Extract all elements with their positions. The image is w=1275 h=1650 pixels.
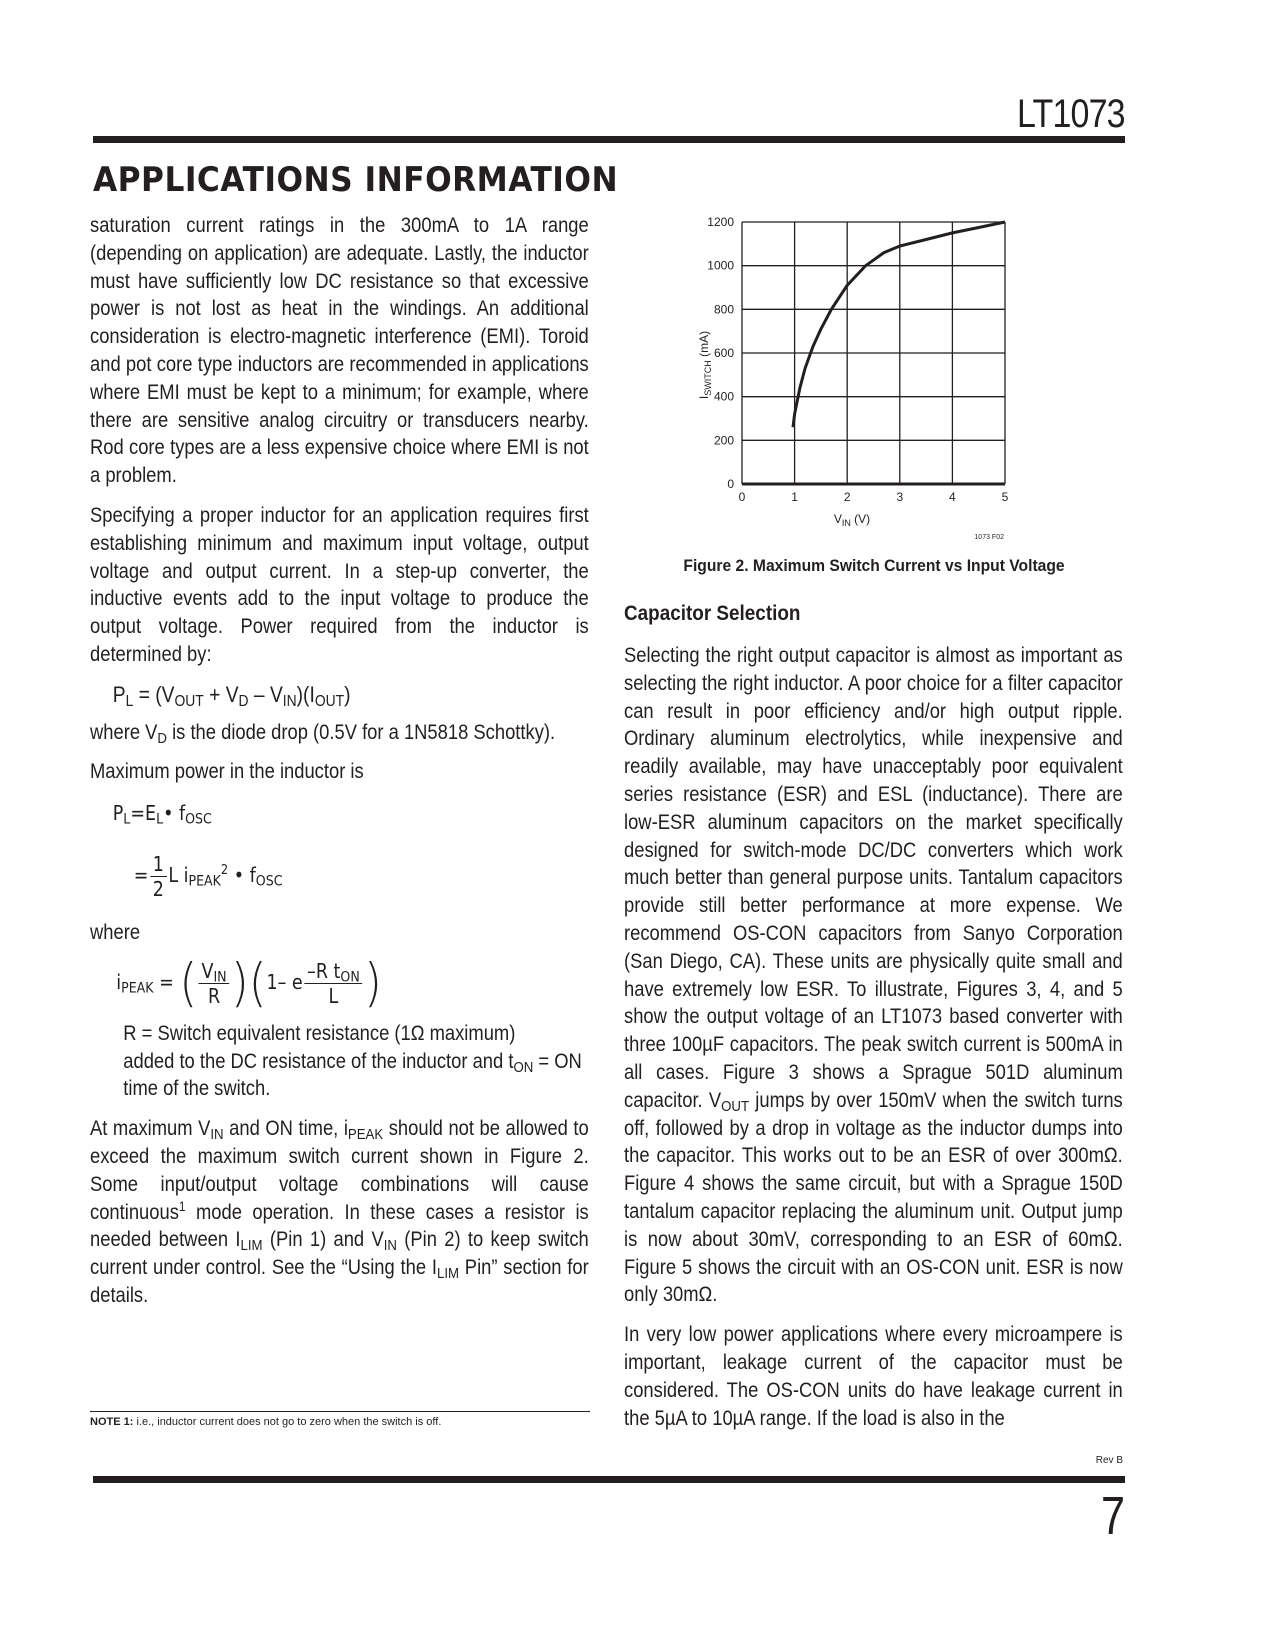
svg-text:1: 1	[791, 490, 798, 504]
svg-text:0: 0	[738, 490, 746, 504]
chart-ticks	[707, 215, 1008, 504]
svg-text:2: 2	[843, 490, 851, 504]
footnote: NOTE 1: i.e., inductor current does not go to zero when the switch is off.	[90, 1416, 442, 1428]
right-column	[624, 642, 1123, 1444]
footer-rule	[93, 1476, 1125, 1483]
svg-text:0: 0	[727, 477, 734, 491]
figure-code: 1073 F02	[974, 534, 1004, 541]
footnote-rule	[90, 1411, 590, 1412]
paragraph: In very low power applications where every microampere is important, leakage current of the capacitor must be considered. The OS-CON units do have leakage current in the 5µA to 10µA range. If the load is also in the	[624, 1323, 1123, 1430]
svg-text:1000: 1000	[707, 258, 734, 273]
page-number: 7	[1100, 1486, 1125, 1546]
header-rule	[93, 136, 1125, 143]
svg-text:3: 3	[896, 490, 904, 504]
svg-text:400: 400	[713, 389, 734, 404]
section-title: APPLICATIONS INFORMATION	[93, 160, 619, 200]
paragraph: Selecting the right output capacitor is almost as important as selecting the right inductor. A poor choice for a filter capacitor can result in poor efficiency and/or high output ripple. Ordinary aluminum electrolytics, while inexpensive and readily available, may have unacceptably poor equivalent series resistance (ESR) and ESL (inductance). There are low-ESR aluminum capacitors on the market specifically designed for switch-mode DC/DC converters which work much better than general purpose units. Tantalum capacitors provide still better performance at more expense. We recommend OS-CON capacitors from Sanyo Corporation (San Diego, CA). These units are physically quite small and have extremely low ESR. To illustrate, Figures 3, 4, and 5 show the output voltage of an LT1073 based converter with three 100µF capacitors. The peak switch current is 500mA in all cases. Figure 3 shows a Sprague 501D aluminum capacitor. $V_{OUT}$ jumps by over 150mV when the switch turns off, followed by a drop in voltage as the inductor dumps into the capacitor. This works out to be an ESR of over 300mΩ. Figure 4 shows the same circuit, but with a Sprague 150D tantalum capacitor replacing the aluminum unit. Output jump is now about 30mV, corresponding to an ESR of 60mΩ. Figure 5 shows the circuit with an OS-CON unit. ESR is now only 30mΩ.	[624, 644, 1123, 1307]
svg-text:200: 200	[713, 433, 734, 448]
paragraph: where $V_D$ is the diode drop (0.5V for a 1N5818 Schottky).	[90, 720, 556, 747]
x-axis-label: $V_{IN}$ (V)	[833, 512, 871, 528]
equation-ipeak: $i_{PEAK}$ = ( $\frac{V_{IN}}{R}$ )(1– e $\frac{-R t_{ON}}{L}$ )	[116, 953, 382, 1014]
revision: Rev B	[1095, 1455, 1123, 1466]
paragraph: At maximum $V_{IN}$ and ON time, $i_{PEAK}$ should not be allowed to exceed the maximum switch current shown in Figure 2. Some input/output voltage combinations will cause continuous$^1$ mode operation. In these cases a resistor is needed between $I_{LIM}$ (Pin 1) and $V_{IN}$ (Pin 2) to keep switch current under control. See the “Using the $I_{LIM}$ Pin” section for details.	[90, 1117, 589, 1307]
svg-text:800: 800	[713, 302, 734, 317]
paragraph: where	[90, 920, 141, 944]
svg-text:1200: 1200	[707, 215, 734, 229]
subhead-capacitor-selection: Capacitor Selection	[624, 602, 801, 625]
definition-r: added to the DC resistance of the inductor and $t_{ON}$ = ON	[123, 1049, 582, 1076]
paragraph: Specifying a proper inductor for an application requires first establishing minimum and maximum input voltage, output voltage and output current. In a step-up converter, the inductive events add to the input voltage to produce the output voltage. Power required from the inductor is determined by:	[90, 503, 589, 666]
equation-power-inductor: $P_L = (V_{OUT} + V_D - V_{IN})(I_{OUT})$	[112, 681, 351, 710]
figure-caption: Figure 2. Maximum Switch Current vs Input Voltage	[683, 556, 1065, 575]
y-axis-label: $I_{SWITCH}$ (mA)	[697, 330, 713, 400]
definition-r: R = Switch equivalent resistance (1Ω maximum)	[123, 1021, 516, 1045]
part-number: LT1073	[1017, 92, 1125, 136]
equation-pl-expanded: = $\frac{1}{2}$ L $i_{PEAK}^2$ • $f_{OSC}$	[133, 851, 283, 901]
svg-text:5: 5	[1001, 490, 1009, 504]
svg-text:600: 600	[713, 346, 734, 360]
left-column	[90, 212, 589, 1322]
paragraph: saturation current ratings in the 300mA to 1A range (depending on application) are adequate. Lastly, the inductor must have sufficiently low DC resistance so that excessive power is not lost as heat in the windings. An additional consideration is electro-magnetic interference (EMI). Toroid and pot core type inductors are recommended in applications where EMI must be kept to a minimum; for example, where there are sensitive analog circuitry or transducers nearby. Rod core types are a less expensive choice where EMI is not a problem.	[90, 214, 589, 488]
paragraph: Maximum power in the inductor is	[90, 760, 364, 784]
definition-r: time of the switch.	[123, 1077, 271, 1101]
figure-2-chart	[690, 205, 1030, 550]
equation-pl: $P_L=E_L•$ $f_{OSC}$	[112, 801, 212, 828]
svg-text:4: 4	[949, 490, 956, 504]
